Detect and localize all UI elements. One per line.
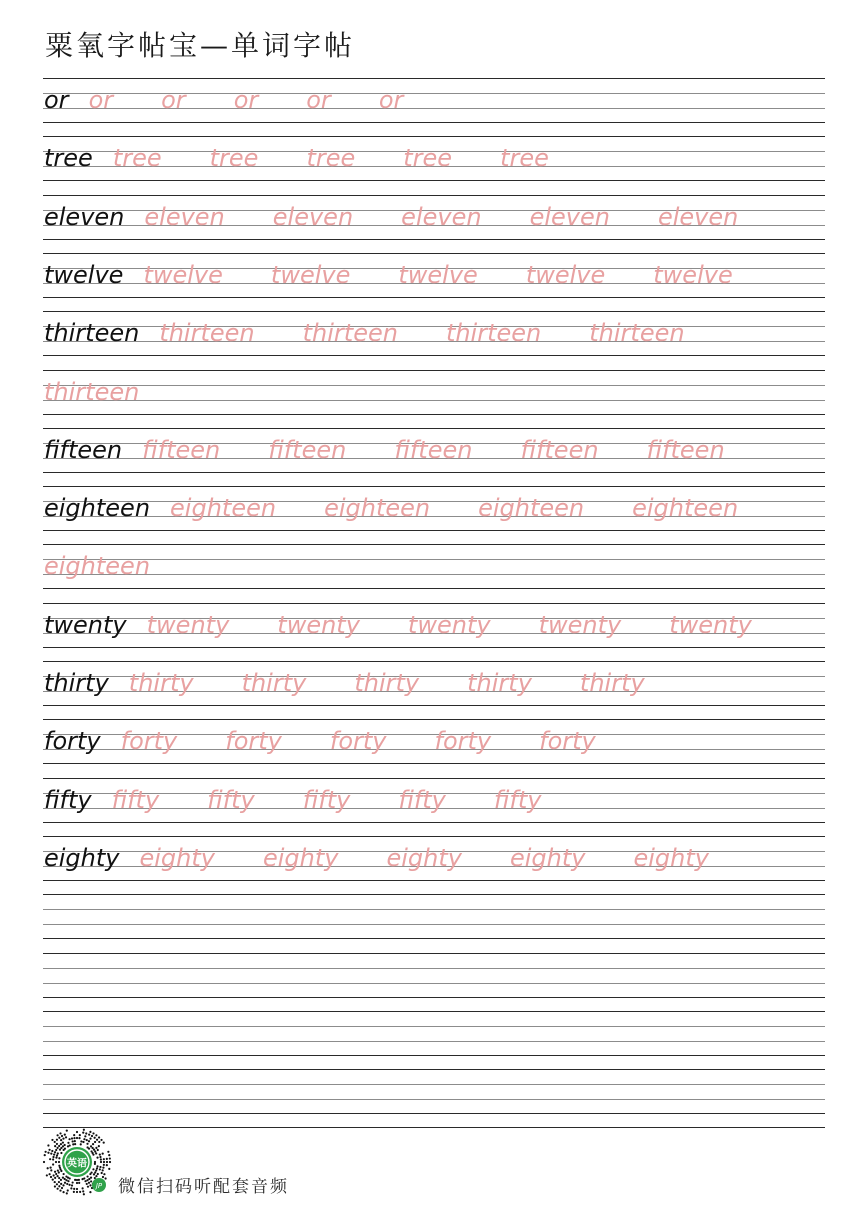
trace-word: thirteen bbox=[159, 319, 255, 348]
trace-word: twenty bbox=[146, 610, 230, 639]
word-row bbox=[0, 782, 868, 840]
trace-word: or bbox=[233, 86, 259, 114]
trace-word: forty bbox=[434, 727, 492, 756]
page-title: 粟氧字帖宝—单词字帖 bbox=[45, 29, 356, 62]
model-word: eighteen bbox=[44, 494, 151, 523]
model-word: twelve bbox=[44, 260, 124, 289]
trace-word: eighteen bbox=[632, 494, 739, 523]
trace-word: tree bbox=[403, 144, 453, 173]
baseline-rule bbox=[43, 1113, 825, 1114]
trace-word: twenty bbox=[669, 610, 752, 639]
trace-word: eighteen bbox=[324, 494, 431, 523]
model-word: tree bbox=[44, 144, 93, 173]
model-word: eighty bbox=[44, 843, 120, 872]
guide-rule bbox=[43, 1099, 825, 1100]
trace-word: fifty bbox=[207, 785, 255, 814]
trace-word: tree bbox=[500, 144, 549, 173]
baseline-rule bbox=[43, 997, 825, 998]
trace-word: eighty bbox=[510, 843, 586, 872]
word-row bbox=[0, 82, 868, 140]
trace-word: twelve bbox=[270, 260, 351, 289]
trace-word: fifty bbox=[493, 785, 542, 814]
guide-rule bbox=[43, 924, 825, 925]
word-row bbox=[0, 374, 868, 432]
trace-word: twelve bbox=[143, 260, 223, 289]
model-word: fifty bbox=[44, 785, 92, 814]
trace-word: eleven bbox=[272, 202, 354, 231]
model-word: fifteen bbox=[44, 435, 123, 464]
trace-word: thirteen bbox=[445, 319, 542, 348]
trace-word: twenty bbox=[277, 610, 360, 639]
word-row bbox=[0, 607, 868, 665]
footer-caption: 微信扫码听配套音频 bbox=[118, 1177, 289, 1197]
trace-word: fifteen bbox=[646, 435, 725, 464]
trace-word: forty bbox=[120, 727, 178, 756]
guide-rule bbox=[43, 909, 825, 910]
word-row bbox=[0, 840, 868, 898]
trace-word: thirty bbox=[354, 669, 420, 697]
trace-word: fifty bbox=[398, 785, 446, 814]
baseline-rule bbox=[43, 1069, 825, 1070]
trace-word: thirteen bbox=[44, 377, 140, 406]
trace-word: eighty bbox=[139, 843, 215, 872]
trace-word: twenty bbox=[538, 610, 622, 639]
trace-word: thirty bbox=[579, 669, 645, 697]
qr-badge-label: 英语 bbox=[67, 1158, 87, 1170]
trace-word: fifteen bbox=[520, 435, 599, 464]
trace-word: eighteen bbox=[478, 494, 585, 523]
trace-word: eighty bbox=[386, 843, 462, 872]
trace-word: eighty bbox=[263, 843, 339, 872]
guide-rule bbox=[43, 1084, 825, 1085]
guide-rule bbox=[43, 1041, 825, 1042]
qr-small-badge: JP bbox=[95, 1182, 103, 1190]
word-row bbox=[0, 723, 868, 781]
trace-word: twelve bbox=[653, 260, 733, 289]
bottom-rule bbox=[43, 1127, 825, 1128]
word-row bbox=[0, 548, 868, 606]
trace-word: or bbox=[378, 86, 404, 114]
baseline-rule bbox=[43, 1011, 825, 1012]
model-word: or bbox=[44, 86, 69, 114]
trace-word: eleven bbox=[401, 202, 482, 231]
trace-word: eleven bbox=[144, 202, 225, 231]
trace-word: fifteen bbox=[142, 435, 221, 464]
model-word: eleven bbox=[44, 202, 125, 231]
word-row bbox=[0, 490, 868, 548]
trace-word: forty bbox=[329, 727, 387, 756]
trace-word: fifteen bbox=[268, 435, 347, 464]
baseline-rule bbox=[43, 953, 825, 954]
baseline-rule bbox=[43, 78, 825, 79]
trace-word: or bbox=[88, 86, 114, 114]
qr-code-icon[interactable] bbox=[42, 1128, 112, 1198]
trace-word: or bbox=[161, 86, 186, 114]
guide-rule bbox=[43, 968, 825, 969]
word-row bbox=[0, 315, 868, 373]
word-row bbox=[0, 432, 868, 490]
trace-word: twelve bbox=[398, 260, 478, 289]
trace-word: thirteen bbox=[302, 319, 398, 348]
trace-word: eighty bbox=[633, 843, 709, 872]
model-word: thirteen bbox=[44, 319, 140, 348]
model-word: thirty bbox=[44, 669, 109, 697]
model-word: twenty bbox=[44, 610, 127, 639]
trace-word: fifty bbox=[111, 785, 160, 814]
trace-word: thirty bbox=[467, 669, 532, 697]
trace-word: tree bbox=[112, 144, 162, 173]
baseline-rule bbox=[43, 1055, 825, 1056]
word-row bbox=[0, 257, 868, 315]
trace-word: eleven bbox=[529, 202, 610, 231]
baseline-rule bbox=[43, 938, 825, 939]
trace-word: fifteen bbox=[394, 435, 473, 464]
trace-word: fifty bbox=[302, 785, 351, 814]
trace-word: or bbox=[306, 86, 331, 114]
trace-word: tree bbox=[306, 144, 356, 173]
trace-word: twenty bbox=[407, 610, 491, 639]
trace-word: eighteen bbox=[44, 552, 151, 581]
trace-word: tree bbox=[209, 144, 259, 173]
word-row bbox=[0, 199, 868, 257]
trace-word: eighteen bbox=[170, 494, 277, 523]
model-word: forty bbox=[44, 727, 101, 756]
trace-word: thirty bbox=[128, 669, 194, 697]
guide-rule bbox=[43, 1026, 825, 1027]
trace-word: eleven bbox=[657, 202, 739, 231]
trace-word: twelve bbox=[525, 260, 606, 289]
guide-rule bbox=[43, 983, 825, 984]
trace-word: forty bbox=[539, 727, 596, 756]
trace-word: thirty bbox=[241, 669, 307, 697]
word-row bbox=[0, 665, 868, 723]
word-row bbox=[0, 140, 868, 198]
trace-word: thirteen bbox=[589, 319, 685, 348]
trace-word: forty bbox=[225, 727, 282, 756]
